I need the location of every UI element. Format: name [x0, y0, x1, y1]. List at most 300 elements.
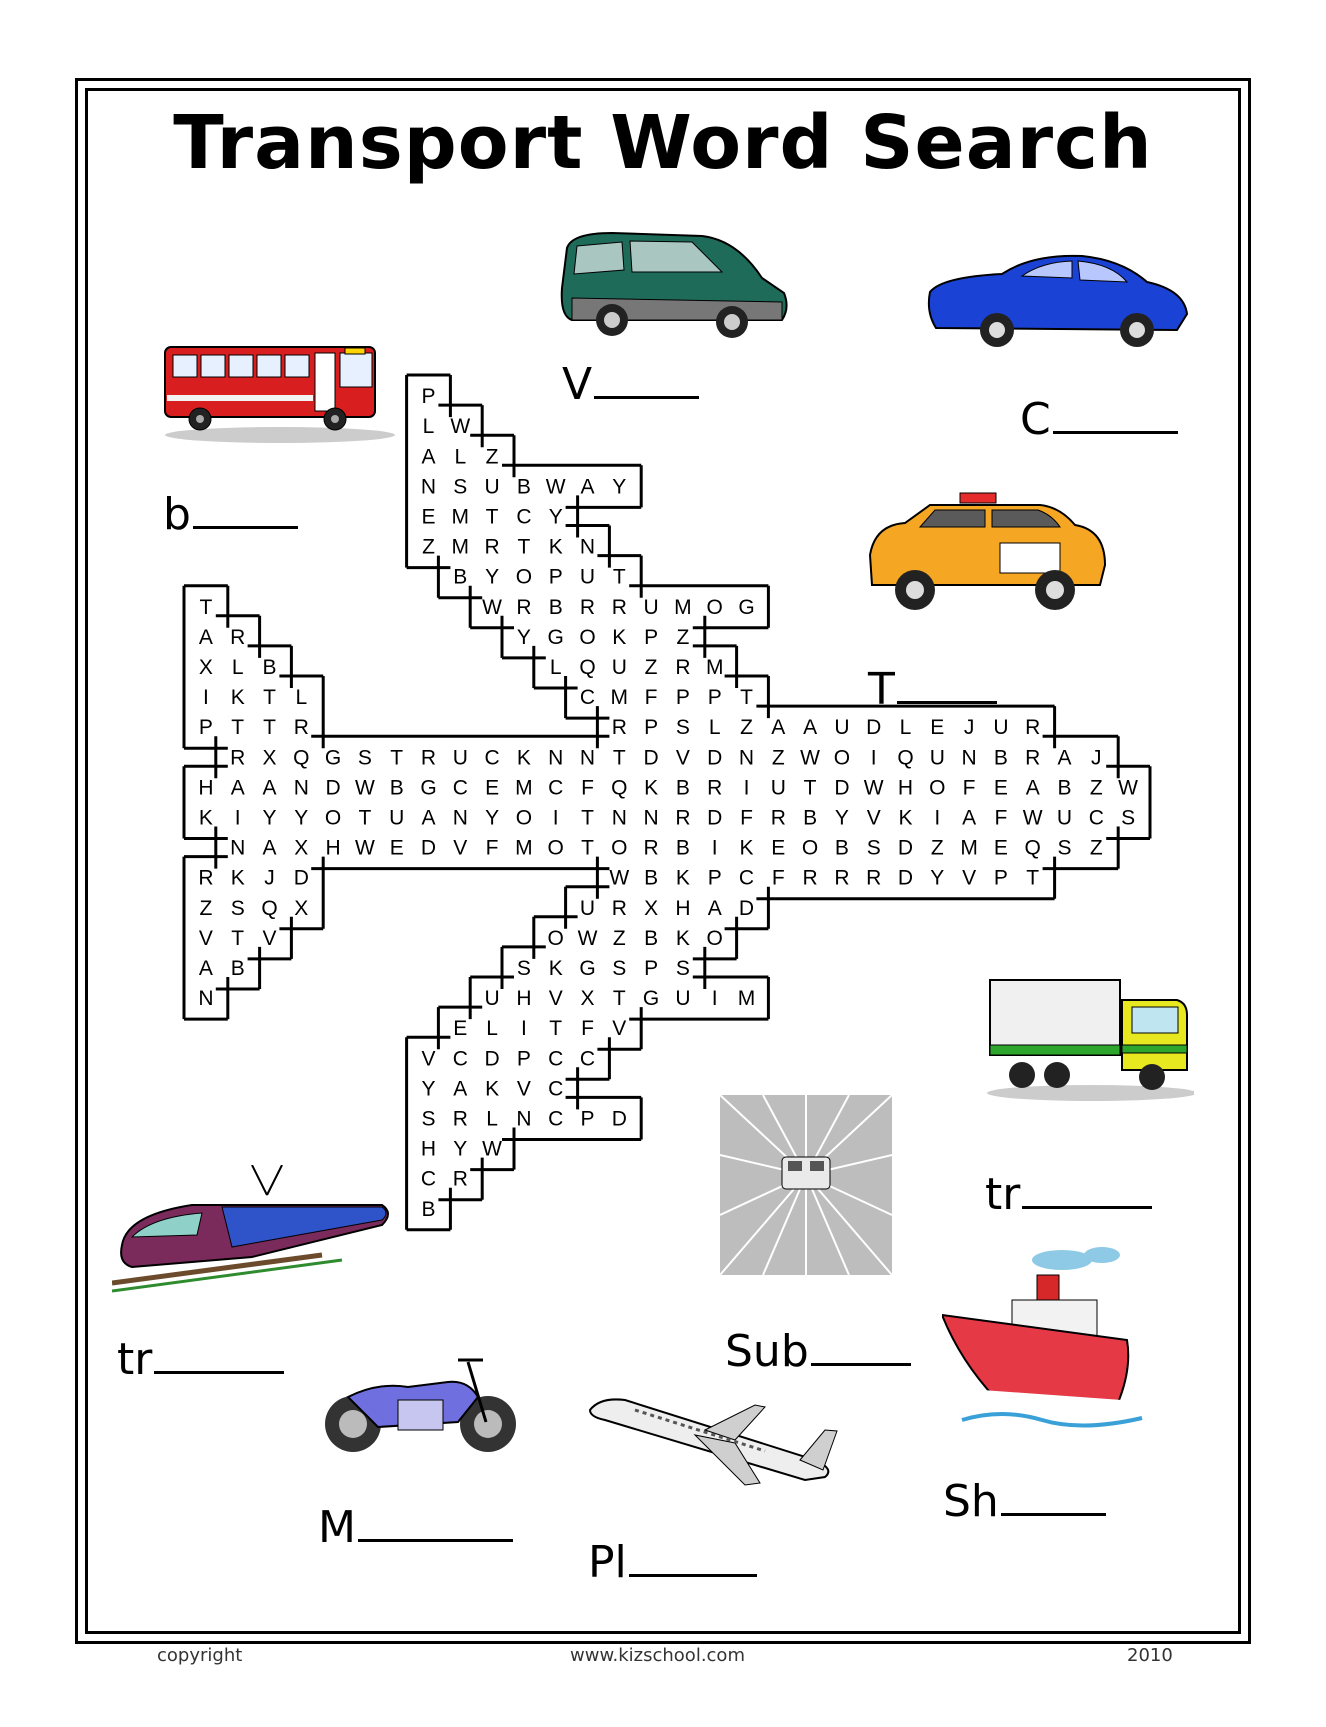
grid-letter[interactable]: R — [230, 746, 246, 770]
grid-letter[interactable]: U — [1056, 806, 1073, 830]
grid-letter[interactable]: U — [770, 776, 786, 800]
grid-letter[interactable]: I — [743, 776, 750, 800]
grid-letter[interactable]: A — [421, 806, 436, 830]
grid-letter[interactable]: F — [581, 1017, 594, 1041]
grid-letter[interactable]: B — [262, 656, 277, 679]
grid-letter[interactable]: B — [644, 926, 659, 950]
grid-letter[interactable]: A — [453, 1077, 468, 1101]
grid-letter[interactable]: T — [390, 746, 404, 770]
grid-letter[interactable]: G — [738, 595, 755, 619]
grid-letter[interactable]: S — [866, 836, 881, 860]
grid-letter[interactable]: K — [675, 866, 690, 890]
grid-letter[interactable]: D — [738, 896, 755, 920]
grid-letter[interactable]: P — [548, 565, 563, 589]
grid-letter[interactable]: Y — [485, 806, 500, 830]
grid-letter[interactable]: V — [675, 746, 690, 770]
taxi-picture — [860, 485, 1110, 625]
grid-letter[interactable]: P — [644, 716, 659, 740]
grid-letter[interactable]: T — [581, 806, 594, 830]
grid-letter[interactable]: P — [580, 1107, 595, 1131]
grid-letter[interactable]: P — [516, 1047, 531, 1071]
grid-letter[interactable]: S — [357, 746, 372, 770]
grid-letter[interactable]: W — [863, 776, 884, 800]
grid-letter[interactable]: R — [452, 1167, 468, 1191]
grid-letter[interactable]: R — [516, 595, 532, 619]
grid-letter[interactable]: J — [1091, 746, 1102, 770]
grid-letter[interactable]: T — [517, 535, 531, 559]
grid-letter[interactable]: Z — [199, 896, 213, 920]
grid-letter[interactable]: U — [579, 565, 596, 589]
grid-letter[interactable]: S — [516, 956, 531, 980]
grid-letter[interactable]: N — [611, 806, 627, 830]
grid-letter[interactable]: B — [453, 565, 468, 589]
grid-letter[interactable]: Y — [262, 806, 277, 830]
clue-train — [117, 1334, 284, 1385]
answer-blank[interactable] — [1022, 1170, 1152, 1209]
grid-letter[interactable]: M — [737, 987, 756, 1010]
grid-letter[interactable]: W — [450, 415, 471, 439]
grid-letter[interactable]: K — [612, 625, 627, 649]
grid-letter[interactable]: B — [675, 836, 690, 860]
grid-letter[interactable]: D — [484, 1047, 500, 1071]
grid-letter[interactable]: O — [515, 565, 533, 589]
grid-letter[interactable]: R — [707, 776, 723, 800]
grid-letter[interactable]: N — [420, 475, 437, 499]
grid-letter[interactable]: W — [577, 926, 598, 950]
grid-letter[interactable]: C — [452, 776, 468, 800]
grid-letter[interactable]: K — [230, 686, 245, 709]
grid-letter[interactable]: O — [515, 806, 533, 830]
grid-letter[interactable]: Y — [485, 565, 500, 589]
grid-letter[interactable]: U — [484, 987, 500, 1010]
grid-letter[interactable]: R — [1025, 716, 1041, 740]
grid-letter[interactable]: E — [993, 836, 1008, 860]
grid-letter[interactable]: O — [611, 836, 628, 860]
grid-letter[interactable]: M — [515, 776, 533, 800]
grid-letter[interactable]: R — [643, 836, 659, 860]
grid-letter[interactable]: U — [675, 987, 691, 1010]
grid-letter[interactable]: B — [675, 776, 690, 800]
grid-letter[interactable]: T — [199, 595, 213, 619]
grid-letter[interactable]: D — [325, 776, 341, 800]
grid-letter[interactable]: L — [549, 656, 562, 679]
grid-letter[interactable]: S — [612, 956, 627, 980]
grid-letter[interactable]: F — [740, 806, 753, 830]
grid-letter[interactable]: T — [803, 776, 817, 800]
grid-letter[interactable]: S — [675, 716, 690, 740]
grid-letter[interactable]: R — [770, 806, 786, 830]
grid-letter[interactable]: K — [644, 776, 659, 800]
grid-letter[interactable]: P — [644, 956, 659, 980]
grid-letter[interactable]: Z — [422, 535, 435, 559]
grid-letter[interactable]: N — [643, 806, 659, 830]
grid-letter[interactable]: N — [293, 776, 309, 800]
grid-letter[interactable]: E — [453, 1017, 468, 1041]
grid-letter[interactable]: C — [1088, 806, 1104, 830]
grid-letter[interactable]: R — [675, 806, 691, 830]
grid-letter[interactable]: T — [231, 716, 245, 740]
grid-letter[interactable]: L — [708, 716, 721, 740]
grid-letter[interactable]: Z — [485, 445, 499, 469]
grid-letter[interactable]: O — [706, 926, 723, 950]
grid-letter[interactable]: R — [198, 866, 214, 890]
grid-letter[interactable]: C — [548, 1047, 564, 1071]
grid-letter[interactable]: N — [961, 746, 977, 770]
grid-letter[interactable]: Z — [740, 716, 753, 740]
grid-letter[interactable]: E — [771, 836, 786, 860]
grid-letter[interactable]: E — [930, 716, 945, 740]
answer-blank[interactable] — [811, 1327, 911, 1366]
grid-letter[interactable]: D — [643, 746, 659, 770]
grid-letter[interactable]: V — [516, 1077, 531, 1101]
grid-letter[interactable]: V — [962, 866, 977, 890]
grid-letter[interactable]: E — [389, 836, 404, 860]
grid-letter[interactable]: F — [994, 806, 1008, 830]
grid-letter[interactable]: D — [897, 866, 914, 890]
grid-letter[interactable]: B — [1057, 776, 1072, 800]
grid-letter[interactable]: Q — [897, 746, 914, 770]
grid-letter[interactable]: T — [612, 987, 626, 1010]
grid-letter[interactable]: V — [262, 926, 277, 950]
grid-letter[interactable]: C — [516, 505, 532, 529]
grid-letter[interactable]: O — [929, 776, 946, 800]
grid-letter[interactable]: N — [548, 746, 564, 770]
grid-letter[interactable]: N — [230, 836, 246, 860]
grid-letter[interactable]: I — [552, 806, 559, 830]
grid-letter[interactable]: H — [897, 776, 914, 800]
grid-letter[interactable]: R — [484, 535, 500, 559]
grid-letter[interactable]: S — [1057, 836, 1072, 860]
grid-letter[interactable]: Q — [1024, 836, 1041, 860]
grid-letter[interactable]: C — [548, 1077, 564, 1101]
grid-letter[interactable]: N — [579, 535, 596, 559]
grid-letter[interactable]: D — [611, 1107, 627, 1131]
grid-letter[interactable]: S — [1121, 806, 1136, 830]
grid-letter[interactable]: Q — [611, 776, 628, 800]
grid-letter[interactable]: R — [675, 656, 691, 679]
grid-letter[interactable]: O — [579, 625, 596, 649]
answer-blank[interactable] — [358, 1503, 513, 1542]
grid-letter[interactable]: U — [929, 746, 945, 770]
grid-letter[interactable]: A — [230, 776, 245, 800]
grid-letter[interactable]: F — [485, 836, 499, 860]
grid-letter[interactable]: V — [198, 926, 213, 950]
grid-letter[interactable]: B — [803, 806, 818, 830]
grid-letter[interactable]: I — [934, 806, 941, 830]
grid-letter[interactable]: E — [421, 505, 436, 529]
grid-letter[interactable]: U — [452, 746, 468, 770]
grid-letter[interactable]: Q — [579, 656, 596, 679]
grid-letter[interactable]: M — [610, 686, 629, 709]
grid-letter[interactable]: T — [581, 836, 594, 860]
grid-letter[interactable]: D — [420, 836, 437, 860]
grid-letter[interactable]: O — [706, 595, 723, 619]
grid-letter[interactable]: S — [230, 896, 245, 920]
grid-letter[interactable]: T — [263, 686, 276, 709]
grid-letter[interactable]: X — [294, 836, 309, 860]
grid-letter[interactable]: U — [643, 595, 659, 619]
grid-letter[interactable]: O — [547, 926, 564, 950]
grid-letter[interactable]: O — [801, 836, 819, 860]
grid-letter[interactable]: U — [834, 716, 850, 740]
grid-letter[interactable]: C — [579, 686, 596, 709]
grid-letter[interactable]: A — [803, 716, 818, 740]
grid-letter[interactable]: M — [515, 836, 533, 860]
grid-letter[interactable]: V — [612, 1017, 627, 1041]
grid-letter[interactable]: I — [711, 987, 718, 1010]
grid-letter[interactable]: S — [421, 1107, 436, 1131]
grid-letter[interactable]: W — [482, 595, 503, 619]
grid-letter[interactable]: N — [738, 746, 755, 770]
grid-letter[interactable]: D — [897, 836, 914, 860]
grid-letter[interactable]: U — [611, 656, 627, 679]
grid-letter[interactable]: G — [579, 956, 596, 980]
grid-letter[interactable]: K — [898, 806, 913, 830]
grid-letter[interactable]: R — [611, 896, 627, 920]
grid-letter[interactable]: E — [485, 776, 500, 800]
grid-letter[interactable]: P — [993, 866, 1008, 890]
grid-letter[interactable]: O — [833, 746, 851, 770]
grid-letter[interactable]: Z — [771, 746, 785, 770]
grid-letter[interactable]: O — [547, 836, 564, 860]
grid-letter[interactable]: F — [962, 776, 976, 800]
grid-letter[interactable]: N — [579, 746, 596, 770]
grid-letter[interactable]: F — [581, 776, 594, 800]
grid-letter[interactable]: P — [198, 716, 213, 740]
grid-letter[interactable]: C — [548, 776, 564, 800]
answer-blank[interactable] — [154, 1335, 284, 1374]
grid-letter[interactable]: W — [482, 1137, 503, 1161]
grid-letter[interactable]: W — [609, 866, 630, 890]
grid-letter[interactable]: K — [485, 1077, 500, 1101]
grid-letter[interactable]: V — [866, 806, 881, 830]
grid-letter[interactable]: R — [866, 866, 882, 890]
grid-letter[interactable]: X — [294, 896, 309, 920]
grid-letter[interactable]: C — [420, 1167, 437, 1191]
grid-letter[interactable]: P — [421, 385, 436, 409]
grid-letter[interactable]: I — [711, 836, 718, 860]
grid-letter[interactable]: B — [834, 836, 849, 860]
grid-letter[interactable]: D — [707, 746, 723, 770]
grid-letter[interactable]: A — [198, 956, 213, 980]
grid-letter[interactable]: W — [1118, 776, 1139, 800]
answer-blank[interactable] — [629, 1538, 757, 1577]
grid-letter[interactable]: X — [644, 896, 659, 920]
grid-letter[interactable]: U — [484, 475, 500, 499]
grid-letter[interactable]: A — [1025, 776, 1040, 800]
grid-letter[interactable]: X — [198, 656, 213, 679]
grid-letter[interactable]: H — [420, 1137, 437, 1161]
grid-letter[interactable]: J — [963, 716, 975, 740]
grid-letter[interactable]: A — [707, 896, 722, 920]
grid-letter[interactable]: A — [1057, 746, 1072, 770]
grid-letter[interactable]: B — [993, 746, 1008, 770]
grid-letter[interactable]: R — [611, 595, 627, 619]
grid-letter[interactable]: M — [960, 836, 978, 860]
grid-letter[interactable]: T — [549, 1017, 563, 1041]
grid-letter[interactable]: K — [198, 806, 213, 830]
grid-letter[interactable]: R — [834, 866, 850, 890]
grid-letter[interactable]: R — [611, 716, 627, 740]
grid-letter[interactable]: H — [198, 776, 214, 800]
grid-letter[interactable]: T — [740, 686, 753, 709]
grid-letter[interactable]: Q — [261, 896, 278, 920]
grid-letter[interactable]: C — [738, 866, 755, 890]
grid-letter[interactable]: T — [612, 746, 626, 770]
grid-letter[interactable]: W — [354, 776, 375, 800]
grid-letter[interactable]: P — [707, 686, 722, 709]
grid-letter[interactable]: Z — [676, 625, 690, 649]
grid-letter[interactable]: Z — [1089, 836, 1103, 860]
grid-letter[interactable]: J — [264, 866, 275, 890]
grid-letter[interactable]: W — [800, 746, 821, 770]
grid-letter[interactable]: L — [422, 415, 435, 439]
grid-letter[interactable]: D — [834, 776, 850, 800]
grid-letter[interactable]: S — [675, 956, 690, 980]
grid-letter[interactable]: V — [548, 987, 563, 1010]
grid-letter[interactable]: Y — [421, 1077, 436, 1101]
grid-letter[interactable]: B — [389, 776, 404, 800]
answer-blank[interactable] — [193, 490, 298, 529]
grid-letter[interactable]: Q — [293, 746, 310, 770]
footer-website[interactable]: www.kizschool.com — [570, 1645, 745, 1666]
grid-letter[interactable]: Y — [453, 1137, 468, 1161]
grid-letter[interactable]: R — [579, 595, 596, 619]
grid-letter[interactable]: G — [324, 746, 342, 770]
grid-letter[interactable]: H — [675, 896, 691, 920]
grid-letter[interactable]: T — [263, 716, 276, 740]
grid-letter[interactable]: Z — [612, 926, 626, 950]
grid-letter[interactable]: A — [421, 445, 436, 469]
grid-letter[interactable]: T — [485, 505, 499, 529]
grid-letter[interactable]: I — [234, 806, 241, 830]
grid-letter[interactable]: T — [358, 806, 372, 830]
grid-letter[interactable]: Z — [930, 836, 944, 860]
grid-letter[interactable]: A — [262, 776, 277, 800]
clue-taxi-letters: T — [868, 664, 895, 715]
grid-letter[interactable]: K — [739, 836, 754, 860]
grid-letter[interactable]: Y — [612, 475, 627, 499]
grid-letter[interactable]: H — [516, 987, 532, 1010]
answer-blank[interactable] — [897, 665, 997, 704]
grid-letter[interactable]: U — [993, 716, 1009, 740]
grid-letter[interactable]: D — [707, 806, 723, 830]
grid-letter[interactable]: A — [771, 716, 786, 740]
grid-letter[interactable]: C — [452, 1047, 468, 1071]
grid-letter[interactable]: U — [389, 806, 405, 830]
grid-letter[interactable]: Y — [834, 806, 849, 830]
grid-letter[interactable]: N — [516, 1107, 532, 1131]
grid-letter[interactable]: B — [644, 866, 659, 890]
grid-letter[interactable]: L — [486, 1017, 498, 1041]
grid-letter[interactable]: W — [354, 836, 375, 860]
grid-letter[interactable]: G — [420, 776, 437, 800]
grid-letter[interactable]: G — [642, 987, 660, 1010]
grid-letter[interactable]: S — [453, 475, 468, 499]
grid-letter[interactable]: U — [579, 896, 596, 920]
grid-letter[interactable]: B — [230, 956, 245, 980]
grid-letter[interactable]: R — [293, 716, 309, 740]
grid-letter[interactable]: L — [231, 656, 244, 679]
grid-letter[interactable]: W — [545, 475, 566, 499]
grid-letter[interactable]: R — [230, 625, 246, 649]
grid-letter[interactable]: T — [231, 926, 245, 950]
grid-letter[interactable]: Y — [294, 806, 309, 830]
grid-letter[interactable]: X — [262, 746, 277, 770]
grid-letter[interactable]: Y — [930, 866, 945, 890]
grid-letter[interactable]: R — [802, 866, 818, 890]
grid-letter[interactable]: Z — [1089, 776, 1103, 800]
grid-letter[interactable]: X — [580, 987, 595, 1010]
grid-letter[interactable]: C — [579, 1047, 596, 1071]
grid-letter[interactable]: A — [962, 806, 977, 830]
grid-letter[interactable]: K — [230, 866, 245, 890]
grid-letter[interactable]: F — [771, 866, 785, 890]
grid-letter[interactable]: Z — [644, 656, 658, 679]
grid-letter[interactable]: N — [198, 987, 214, 1010]
grid-letter[interactable]: Y — [516, 625, 531, 649]
grid-letter[interactable]: L — [899, 716, 912, 740]
grid-letter[interactable]: O — [324, 806, 342, 830]
grid-letter[interactable]: V — [421, 1047, 436, 1071]
grid-letter[interactable]: I — [870, 746, 877, 770]
grid-letter[interactable]: D — [293, 866, 309, 890]
grid-letter[interactable]: C — [548, 1107, 564, 1131]
grid-letter[interactable]: R — [1025, 746, 1041, 770]
grid-letter[interactable]: C — [484, 746, 500, 770]
grid-letter[interactable]: V — [453, 836, 468, 860]
grid-letter[interactable]: B — [421, 1197, 436, 1221]
grid-letter[interactable]: M — [705, 656, 724, 679]
grid-letter[interactable]: K — [548, 535, 563, 559]
answer-blank[interactable] — [1053, 395, 1178, 434]
grid-letter[interactable]: G — [547, 625, 564, 649]
grid-letter[interactable]: D — [866, 716, 882, 740]
grid-letter[interactable]: P — [675, 686, 690, 709]
grid-letter[interactable]: F — [644, 686, 658, 709]
grid-letter[interactable]: H — [325, 836, 341, 860]
grid-letter[interactable]: M — [451, 505, 470, 529]
grid-letter[interactable]: I — [520, 1017, 527, 1041]
grid-letter[interactable]: B — [548, 595, 563, 619]
grid-letter[interactable]: K — [548, 956, 563, 980]
grid-letter[interactable]: A — [262, 836, 277, 860]
grid-letter[interactable]: M — [451, 535, 470, 559]
answer-blank[interactable] — [594, 360, 699, 399]
grid-letter[interactable]: A — [580, 475, 595, 499]
grid-letter[interactable]: A — [198, 625, 213, 649]
grid-letter[interactable]: L — [486, 1107, 498, 1131]
grid-letter[interactable]: Y — [548, 505, 563, 529]
grid-letter[interactable]: B — [516, 475, 531, 499]
grid-letter[interactable]: L — [454, 445, 467, 469]
grid-letter[interactable]: K — [516, 746, 531, 770]
grid-letter[interactable]: M — [674, 595, 692, 619]
grid-letter[interactable]: E — [993, 776, 1008, 800]
grid-letter[interactable]: P — [644, 625, 659, 649]
answer-blank[interactable] — [1001, 1477, 1106, 1516]
grid-letter[interactable]: I — [202, 686, 209, 709]
grid-letter[interactable]: L — [295, 686, 308, 709]
grid-letter[interactable]: N — [452, 806, 468, 830]
grid-letter[interactable]: K — [675, 926, 690, 950]
grid-letter[interactable]: T — [612, 565, 626, 589]
grid-letter[interactable]: W — [1022, 806, 1043, 830]
grid-letter[interactable]: R — [420, 746, 437, 770]
grid-letter[interactable]: P — [707, 866, 722, 890]
grid-letter[interactable]: R — [452, 1107, 468, 1131]
grid-letter[interactable]: T — [1026, 866, 1040, 890]
